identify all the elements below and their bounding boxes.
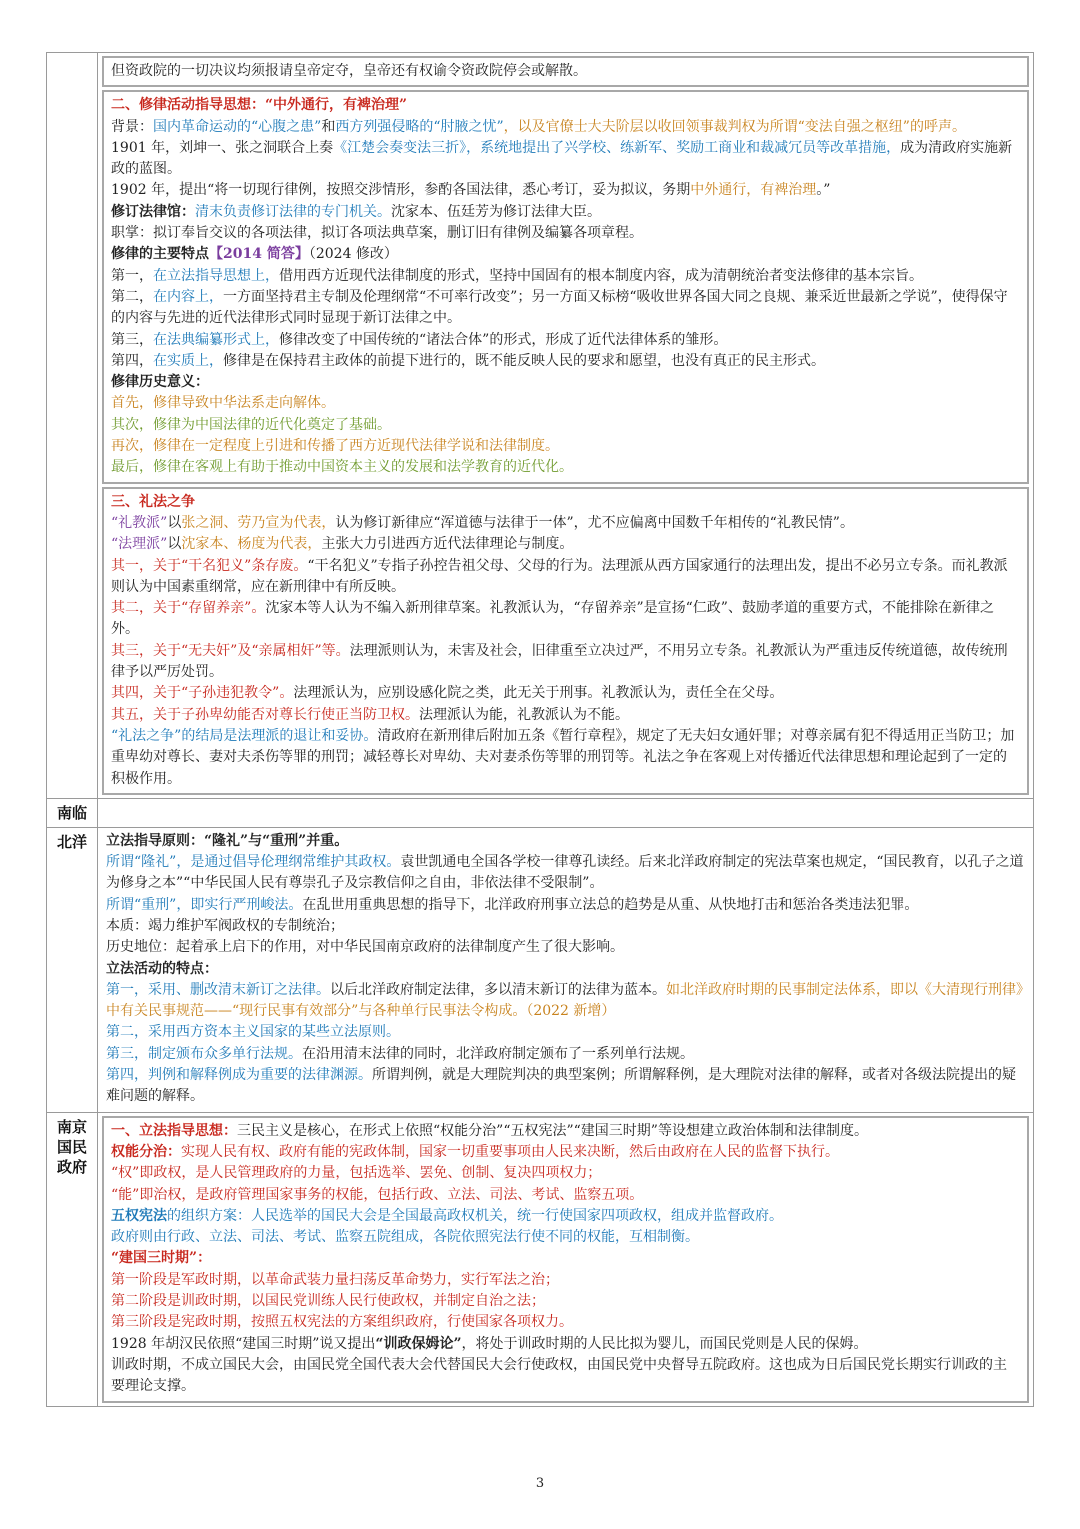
dispute-4: 其四，关于“子孙违犯教令”。法理派认为，应别设感化院之类，此无关于刑事。礼教派认为，责任全在父母。 [111,685,784,702]
para-1901: 1901 年，刘坤一、张之洞联合上奏《江楚会奏变法三折》，系统地提出了兴学校、练新军、奖励工商业和裁减冗员等改革措施，成为清政府实施新政的蓝图。 [111,139,1013,178]
qing-top-line: 但资政院的一切决议均须报请皇帝定夺，皇帝还有权谕令资政院停会或解散。 [111,63,587,79]
significance-1: 首先，修律导致中华法系走向解体。 [111,395,335,412]
background-para: 背景：国内革命运动的“心腹之患”和西方列强侵略的“肘腋之忧”，以及官僚士大夫阶层以收回领事裁判权为所谓“变法自强之枢纽”的呼声。 [111,118,966,135]
quanneng-para: 权能分治：实现人民有权、政府有能的宪政体制，国家一切重要事项由人民来决断，然后由政府在人民的监督下执行。 [111,1143,839,1160]
row-label-empty [47,53,98,799]
dispute-3: 其三，关于“无夫奸”及“亲属相奸”等。法理派则认为，未害及社会，旧律重至立决过严，不用另立专条。礼教派认为严重违反传统道德，故传统刑律予以严厉处罚。 [111,642,1008,681]
row-label-beiyang: 北洋 [47,827,98,1112]
beiyang-feature-2: 第二，采用西方资本主义国家的某些立法原则。 [106,1024,400,1041]
fali-para: “法理派”以沈家本、杨度为代表，主张大力引进西方近代法律理论与制度。 [111,536,574,553]
significance-3: 再次，修律在一定程度上引进和传播了西方近现代法律学说和法律制度。 [111,438,559,455]
wuquan-para-2: 政府则由行政、立法、司法、考试、监察五院组成，各院依照宪法行使不同的权能，互相制衡。 [111,1229,699,1246]
jianguo-stage-3: 第三阶段是宪政时期，按照五权宪法的方案组织政府，行使国家各项权力。 [111,1314,573,1331]
qing-content [98,53,1034,799]
nanjing-content [98,1112,1034,1406]
neng-para: “能”即治权，是政府管理国家事务的权能，包括行政、立法、司法、考试、监察五项。 [111,1186,644,1203]
longli-para: 所谓“隆礼”，是通过倡导伦理纲常维护其政权。袁世凯通电全国各学校一律尊孔读经。后来北洋政府制定的宪法草案也规定，“国民教育，以孔子之道为修身之本”“中华民国人民有尊崇孔子及宗教信仰之自由，非依法律不受限制”。 [106,854,1024,892]
status-para: 历史地位：起着承上启下的作用，对中华民国南京政府的法律制度产生了很大影响。 [106,939,624,956]
dispute-5: 其五，关于子孙卑幼能否对尊长行使正当防卫权。法理派认为能，礼教派认为不能。 [111,706,629,723]
feature-1: 第一，在立法指导思想上，借用西方近现代法律制度的形式，坚持中国固有的根本制度内容，成为清朝统治者变法修律的基本宗旨。 [111,267,923,284]
significance-4: 最后，修律在客观上有助于推动中国资本主义的发展和法学教育的近代化。 [111,459,573,476]
essence-para: 本质：竭力维护军阀政权的专制统治； [106,917,344,934]
beiyang-feature-1: 第一，采用、删改清末新订之法律。以后北洋政府制定法律，多以清末新订的法律为蓝本。如北洋政府时期的民事制定法体系，即以《大清现行刑律》中有关民事规范——“现行民事有效部分”与各种单行民事法令构成。（2022 新增） [106,981,1023,1020]
qing-section-3 [102,487,1029,795]
beiyang-title: 立法指导原则：“隆礼”与“重刑”并重。 [106,832,349,849]
zhongxing-para: 所谓“重刑”，即实行严刑峻法。在乱世用重典思想的指导下，北洋政府刑事立法总的趋势是从重、从快地打击和惩治各类违法犯罪。 [106,896,919,913]
row-qing [47,53,1034,799]
section-3-title: 三、礼法之争 [111,493,195,510]
quan-para: “权”即政权，是人民管理政府的力量，包括选举、罢免、创制、复决四项权力； [111,1165,602,1182]
dispute-2: 其二，关于“存留养亲”。沈家本等人认为不编入新刑律草案。礼教派认为，“存留养亲”是宣扬“仁政”、鼓励孝道的重要方式，不能排除在新律之外。 [111,600,994,638]
section-2-title: 二、修律活动指导思想：“中外通行，有裨治理” [111,97,408,114]
wuquan-para: 五权宪法的组织方案：人民选举的国民大会是全国最高政权机关，统一行使国家四项政权，组成并监督政府。 [111,1207,783,1224]
row-nanjing [47,1112,1034,1406]
beiyang-feature-3: 第三，制定颁布众多单行法规。在沿用清末法律的同时，北洋政府制定颁布了一系列单行法规。 [106,1045,694,1062]
liljiao-para: “礼教派”以张之洞、劳乃宣为代表，认为修订新律应“浑道德与法律于一体”，尤不应偏离中国数千年相传的“礼教民情”。 [111,514,854,531]
qing-section-2 [102,90,1029,483]
jianguo-stage-1: 第一阶段是军政时期，以革命武装力量扫荡反革命势力，实行军法之治； [111,1271,559,1288]
significance-heading: 修律历史意义： [111,374,209,391]
nanjing-title: 一、立法指导思想：三民主义是核心，在形式上依照“权能分治”“五权宪法”“建国三时期”等设想建立政治体制和法律制度。 [111,1122,868,1139]
significance-2: 其次，修律为中国法律的近代化奠定了基础。 [111,416,391,433]
row-beiyang [47,827,1034,1112]
features-heading: 修律的主要特点【2014 简答】（2024 修改） [111,246,398,263]
duty-para: 职掌：拟订奉旨交议的各项法律，拟订各项法典草案，删订旧有律例及编纂各项章程。 [111,225,643,242]
notes-table [46,52,1034,1407]
beiyang-feature-4: 第四，判例和解释例成为重要的法律渊源。所谓判例，就是大理院判决的典型案例；所谓解释例，是大理院对法律的解释，或者对各级法院提出的疑难问题的解释。 [106,1067,1016,1105]
law-office-para: 修订法律馆：清末负责修订法律的专门机关。沈家本、伍廷芳为修订法律大臣。 [111,203,601,220]
xunzheng-para: 训政时期，不成立国民大会，由国民党全国代表大会代替国民大会行使政权，由国民党中央督导五院政府。这也成为日后国民党长期实行训政的主要理论支撑。 [111,1356,1007,1395]
jianguo-heading: “建国三时期”： [111,1250,212,1267]
para-1902: 1902 年，提出“将一切现行律例，按照交涉情形，参酌各国法律，悉心考订，妥为拟议，务期中外通行，有裨治理。” [111,182,831,199]
nanjing-block [102,1116,1029,1403]
beiyang-content [98,827,1034,1112]
nanlin-content [98,798,1034,827]
beiyang-block [98,828,1033,1112]
feature-4: 第四，在实质上，修律是在保持君主政体的前提下进行的，既不能反映人民的要求和愿望，也没有真正的民主形式。 [111,352,825,369]
row-label-nanjing: 南京 国民 政府 [47,1112,98,1406]
page-content [46,52,1034,1407]
page-number: 3 [535,1476,545,1491]
beiyang-features-heading: 立法活动的特点： [106,960,218,977]
dispute-outcome: “礼法之争”的结局是法理派的退让和妥协。清政府在新刑律后附加五条《暂行章程》，规定了无夫妇女通奸罪；对尊亲属有犯不得适用正当防卫；加重卑幼对尊长、妻对夫杀伤等罪的刑罚；减轻尊长对卑幼、夫对妻杀伤等罪的刑罚等。礼法之争在客观上对传播近代法律思想和理论起到了一定的积极作用。 [111,727,1015,787]
dispute-1: 其一，关于“干名犯义”条存废。“干名犯义”专指子孙控告祖父母、父母的行为。法理派从西方国家通行的法理出发，提出不必另立专条。而礼教派则认为中国素重纲常，应在新刑律中有所反映。 [111,557,1008,595]
feature-3: 第三，在法典编纂形式上，修律改变了中国传统的“诸法合体”的形式，形成了近代法律体系的雏形。 [111,331,728,348]
row-nanlin [47,798,1034,827]
jianguo-stage-2: 第二阶段是训政时期，以国民党训练人民行使政权，并制定自治之法； [111,1293,545,1310]
para-1928: 1928 年胡汉民依照“建国三时期”说又提出“训政保姆论”，将处于训政时期的人民比拟为婴儿，而国民党则是人民的保姆。 [111,1335,868,1352]
row-label-nanlin: 南临 [47,798,98,827]
feature-2: 第二，在内容上，一方面坚持君主专制及伦理纲常“不可率行改变”；另一方面又标榜“吸收世界各国大同之良规、兼采近世最新之学说”，使得保守的内容与先进的近代法律形式同时显现于新订法律之中。 [111,288,1008,327]
qing-top-block [102,56,1029,87]
